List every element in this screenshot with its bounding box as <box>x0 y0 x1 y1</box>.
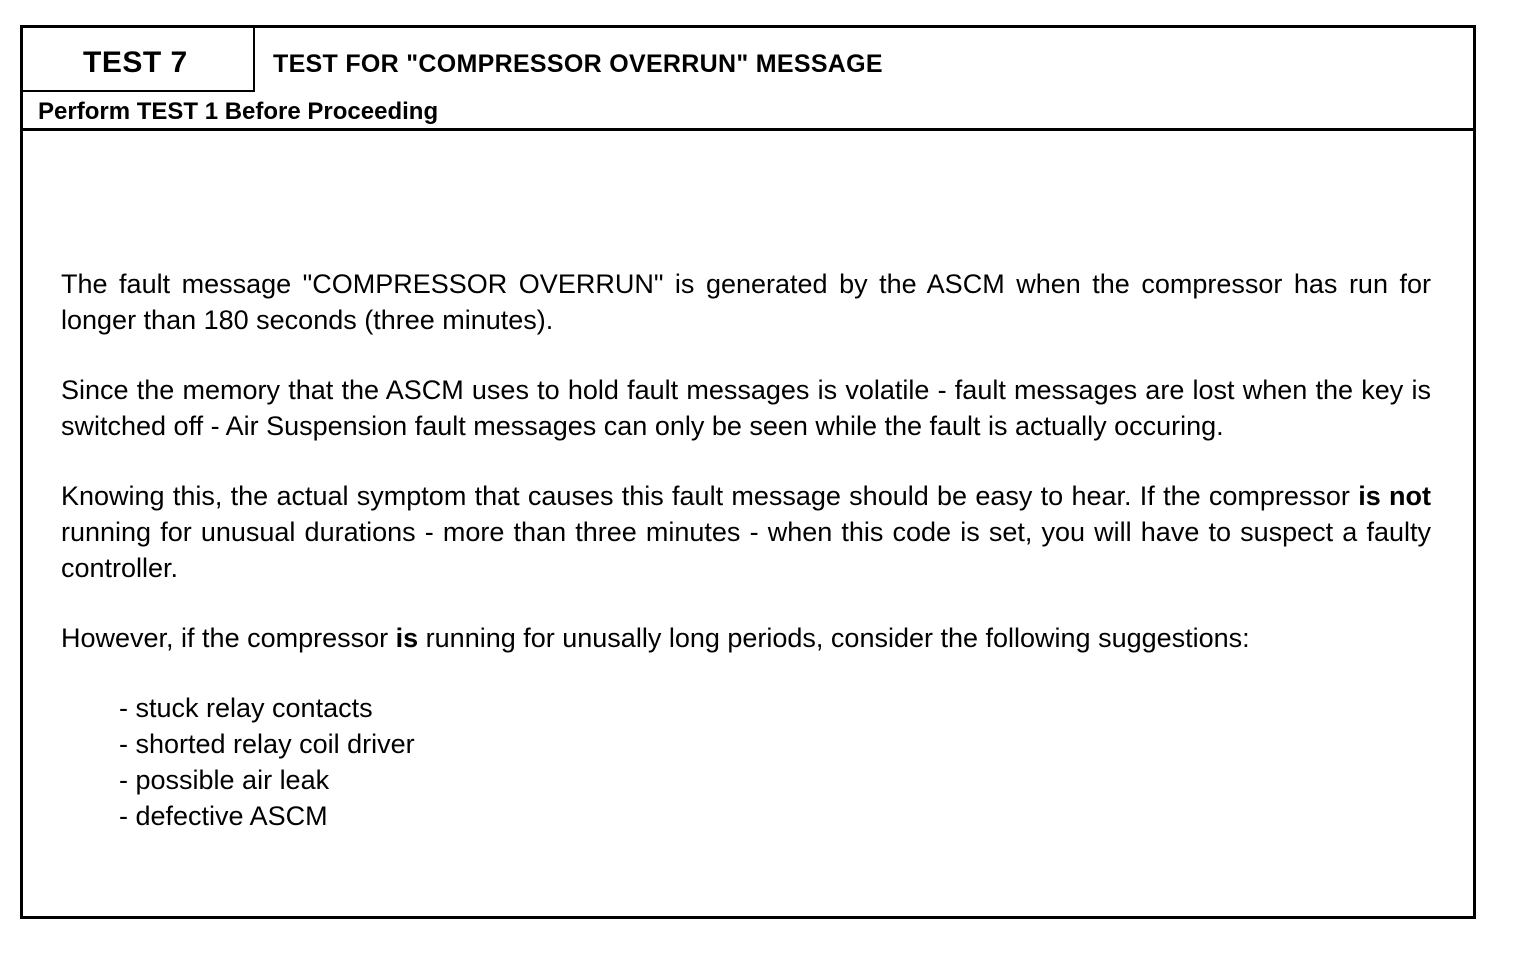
paragraph-volatile-memory-text: Since the memory that the ASCM uses to hold fault messages is volatile - fault messages are lost when the key is switched off - Air Suspension fault messages can only be seen while the fault is actually occuring. <box>61 375 1431 441</box>
paragraph-symptom-text-start: Knowing this, the actual symptom that causes this fault message should be easy to hear. If the compressor <box>61 481 1359 511</box>
list-item: - shorted relay coil driver <box>119 729 415 759</box>
paragraph-symptom <box>61 478 1431 586</box>
list-item: - defective ASCM <box>119 801 328 831</box>
prerequisite-row <box>23 92 1473 131</box>
paragraph-volatile-memory <box>61 372 1431 444</box>
list-item: - possible air leak <box>119 765 330 795</box>
paragraph-fault-definition-text: The fault message "COMPRESSOR OVERRUN" is generated by the ASCM when the compressor has run for longer than 180 seconds (three minutes). <box>61 269 1431 335</box>
paragraph-suggestions-intro-start: However, if the compressor <box>61 623 396 653</box>
prerequisite-note: Perform TEST 1 Before Proceeding <box>38 98 439 125</box>
paragraph-symptom-text-end: running for unusual durations - more than three minutes - when this code is set, you will have to suspect a faulty controller. <box>61 517 1431 583</box>
test-id-cell <box>23 28 255 92</box>
test-title: TEST FOR "COMPRESSOR OVERRUN" MESSAGE <box>273 50 883 78</box>
paragraph-symptom-emphasis: is not <box>1358 481 1431 511</box>
paragraph-suggestions-intro <box>61 620 1431 656</box>
list-item: - stuck relay contacts <box>119 693 373 723</box>
test-procedure-box <box>20 25 1476 919</box>
paragraph-suggestions-intro-emphasis: is <box>395 623 419 653</box>
paragraph-fault-definition <box>61 266 1431 338</box>
test-id: TEST 7 <box>83 46 188 79</box>
header-row <box>23 28 1473 92</box>
procedure-body <box>61 266 1431 834</box>
paragraph-suggestions-intro-end: running for unusally long periods, consider the following suggestions: <box>418 623 1250 653</box>
suggestion-list <box>61 690 1431 834</box>
